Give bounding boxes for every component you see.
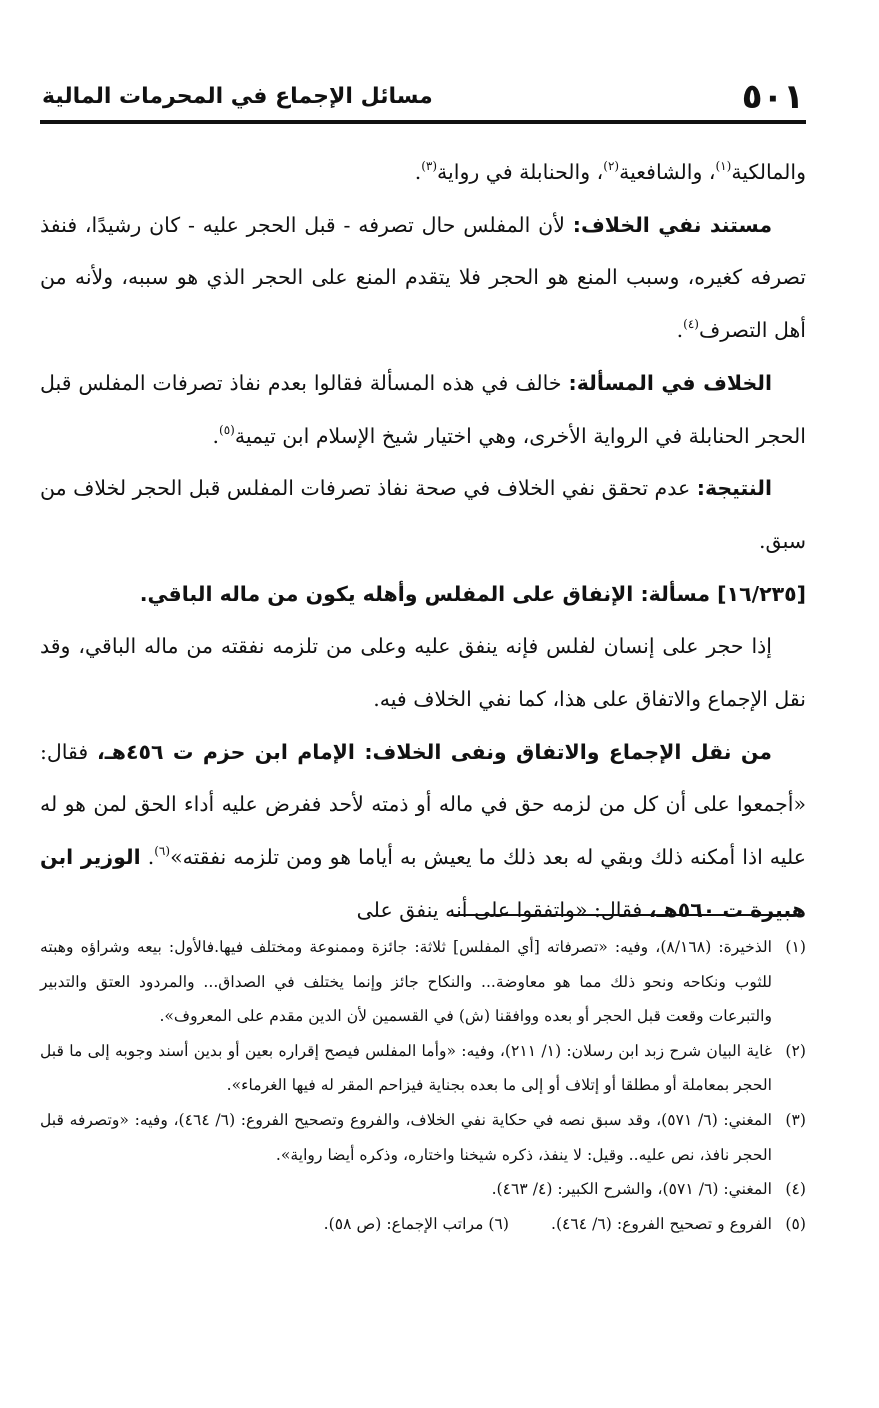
scholar-name: الإمام ابن حزم ت ٤٥٦هـ، xyxy=(96,739,365,764)
footnote-text: غاية البيان شرح زبد ابن رسلان: (١/ ٢١١)، وفيه: «وأما المفلس فيصح إقراره بعين أو بدين أسند وجوبه إلى ما قبل الحجر بمعاملة أو مطلقا أو إتلاف أو إلى ما بعده بجناية فيزاحم المقر له فيها الغرماء». xyxy=(40,1041,772,1095)
footnote-number: (٥) xyxy=(785,1214,806,1233)
footnote-separator xyxy=(451,914,803,916)
text-segment: فقال: «واتفقوا على أنه ينفق على xyxy=(356,897,649,922)
footnotes xyxy=(40,930,806,1241)
footnote-number: (٦) xyxy=(488,1214,509,1233)
text-segment: فقال: «أجمعوا على أن كل من لزمه حق في ماله أو ذمته لأحد ففرض عليه أداء الحق لمن هو له عليه اذا أمكنه ذلك وبقي له بعد ذلك ما يعيش به أياما هو ومن تلزمه نفقته» xyxy=(40,739,806,870)
footnote-number: (٢) xyxy=(785,1041,806,1060)
footnote-item xyxy=(40,1172,806,1207)
footnote-text: مراتب الإجماع: (ص ٥٨). xyxy=(323,1214,484,1233)
paragraph-consensus-sources xyxy=(40,726,806,937)
text-segment: . xyxy=(414,160,422,184)
footnote-text: المغني: (٦/ ٥٧١)، وقد سبق نصه في حكاية نفي الخلاف، والفروع وتصحيح الفروع: (٦/ ٤٦٤)، وفيه: «وتصرفه قبل الحجر نافذ، نص عليه.. وقيل: لا ينفذ، ذكره شيخنا واختاره، وذكره أيضا رواية». xyxy=(40,1110,772,1164)
text-segment: . xyxy=(140,845,155,870)
footnote-ref: (٤) xyxy=(683,317,699,332)
paragraph-basis xyxy=(40,199,806,357)
footnote-ref: (٥) xyxy=(219,422,235,437)
heading-text: [١٦/٢٣٥] مسألة: الإنفاق على المفلس وأهله يكون من ماله الباقي. xyxy=(139,581,806,606)
text-segment: والمالكية xyxy=(731,160,806,184)
running-title: مسائل الإجماع في المحرمات المالية xyxy=(42,84,433,109)
text-segment: ، والشافعية xyxy=(619,160,716,184)
footnote-item xyxy=(40,1034,806,1103)
text-segment: عدم تحقق نفي الخلاف في صحة نفاذ تصرفات المفلس قبل الحجر لخلاف من سبق. xyxy=(40,476,806,553)
section-label: النتيجة: xyxy=(696,476,772,501)
footnote-number: (١) xyxy=(785,938,806,956)
paragraph-madhhab-list xyxy=(40,146,806,199)
footnote-ref: (١) xyxy=(715,159,732,173)
footnote-number: (٤) xyxy=(785,1180,806,1199)
page-number: ٥٠١ xyxy=(741,77,804,117)
scholar-name: الوزير ابن هبيرة ت ٥٦٠هـ، xyxy=(40,845,806,922)
main-text xyxy=(40,146,806,937)
page-header xyxy=(40,74,806,124)
text-segment: ، والحنابلة في رواية xyxy=(437,160,604,184)
paragraph-issue-description xyxy=(40,620,806,725)
text-segment: . xyxy=(676,318,684,343)
section-label: الخلاف في المسألة: xyxy=(568,370,772,395)
text-segment: لأن المفلس حال تصرفه - قبل الحجر عليه - كان رشيدًا، فنفذ تصرفه كغيره، وسبب المنع هو الحجر فلا يتقدم المنع على الحجر الذي هو سببه، ولأنه من أهل التصرف xyxy=(40,212,806,343)
footnote-ref: (٢) xyxy=(603,159,620,173)
issue-heading xyxy=(40,568,806,621)
text-segment: خالف في هذه المسألة فقالوا بعدم نفاذ تصرفات المفلس قبل الحجر الحنابلة في الرواية الأخرى، وهي اختيار شيخ الإسلام ابن تيمية xyxy=(40,370,806,448)
footnote-text: الذخيرة: (٨/١٦٨)، وفيه: «تصرفاته [أي المفلس] ثلاثة: جائزة وممنوعة ومختلف فيها.فالأول: بيعه وشراؤه وهبته للثوب ونكاحه ونحو ذلك مما هو معاوضة... والنكاح جائز وإنما يختلف في الصداق... والمردود العتق والتدبير والتبرعات وقعت قبل الحجر أو بعده ووافقنا (ش) في القسمين لأن الدين مقدم على المعروف». xyxy=(40,938,772,1026)
footnote-item xyxy=(40,1103,806,1172)
paragraph-result xyxy=(40,462,806,567)
section-label: مستند نفي الخلاف: xyxy=(572,212,773,237)
footnote-item xyxy=(40,1207,806,1242)
footnote-text: الفروع و تصحيح الفروع: (٦/ ٤٦٤). xyxy=(550,1214,772,1233)
paragraph-disagreement xyxy=(40,357,806,462)
section-label: من نقل الإجماع والاتفاق ونفى الخلاف: xyxy=(364,739,772,764)
text-segment: . xyxy=(212,423,220,448)
footnote-item xyxy=(40,930,806,1034)
footnote-number: (٣) xyxy=(785,1110,806,1129)
text-segment: إذا حجر على إنسان لفلس فإنه ينفق عليه وعلى من تلزمه نفقته من ماله الباقي، وقد نقل الإجماع والاتفاق على هذا، كما نفي الخلاف فيه. xyxy=(40,634,806,712)
footnote-text: المغني: (٦/ ٥٧١)، والشرح الكبير: (٤/ ٤٦٣). xyxy=(491,1180,772,1199)
footnote-ref: (٣) xyxy=(421,159,438,173)
footnote-ref: (٦) xyxy=(154,844,171,859)
